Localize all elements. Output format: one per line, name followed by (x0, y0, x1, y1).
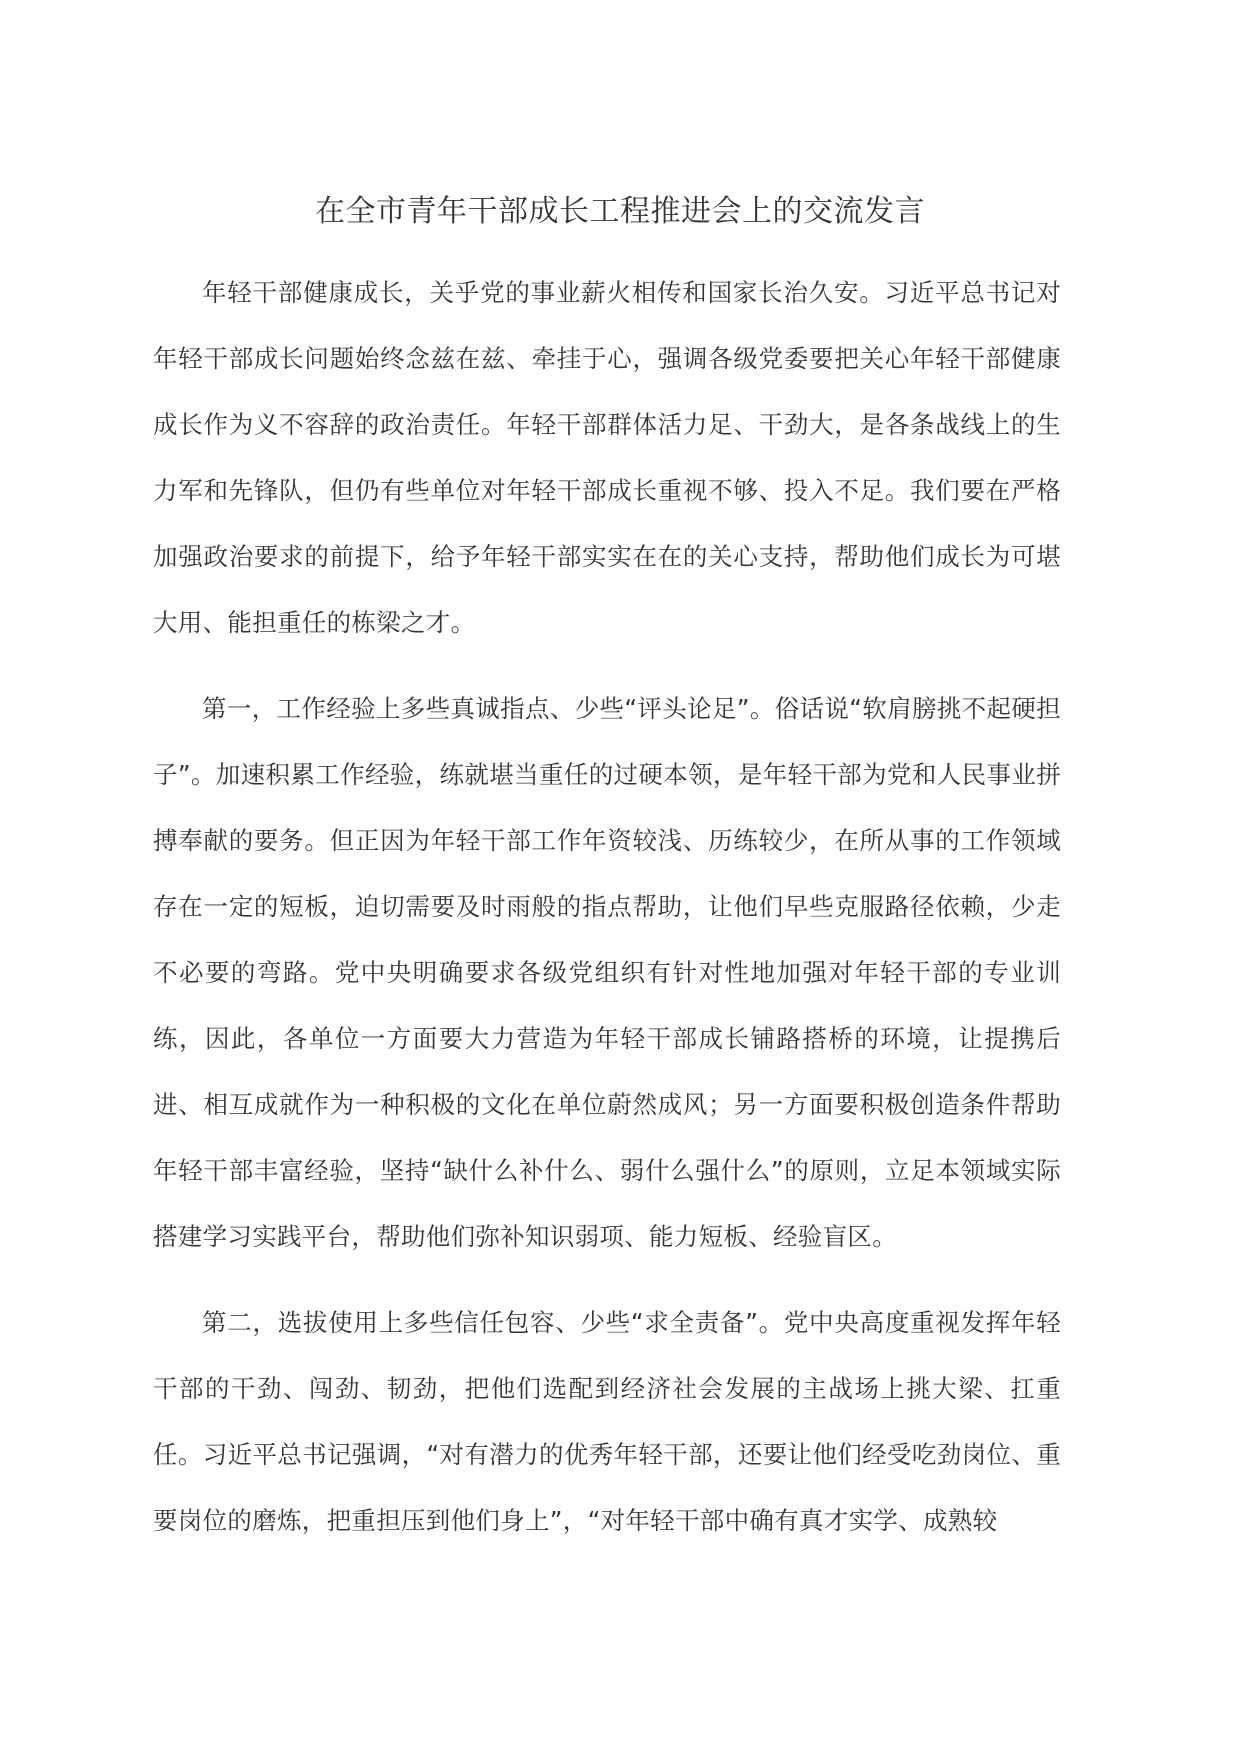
paragraph-first-point: 第一，工作经验上多些真诚指点、少些“评头论足”。俗话说“软肩膀挑不起硬担子”。加速积累工作经验，练就堪当重任的过硬本领，是年轻干部为党和人民事业拼搏奉献的要务。但正因为年轻干部工作年资较浅、历练较少，在所从事的工作领域存在一定的短板，迫切需要及时雨般的指点帮助，让他们早些克服路径依赖，少走不必要的弯路。党中央明确要求各级党组织有针对性地加强对年轻干部的专业训练，因此，各单位一方面要大力营造为年轻干部成长铺路搭桥的环境，让提携后进、相互成就作为一种积极的文化在单位蔚然成风；另一方面要积极创造条件帮助年轻干部丰富经验，坚持“缺什么补什么、弱什么强什么”的原则，立足本领域实际搭建学习实践平台，帮助他们弥补知识弱项、能力短板、经验盲区。 (153, 694, 1061, 1251)
document-title: 在全市青年干部成长工程推进会上的交流发言 (315, 194, 925, 229)
document-body (153, 260, 1061, 1574)
paragraph-intro: 年轻干部健康成长，关乎党的事业薪火相传和国家长治久安。习近平总书记对年轻干部成长问题始终念兹在兹、牵挂于心，强调各级党委要把关心年轻干部健康成长作为义不容辞的政治责任。年轻干部群体活力足、干劲大，是各条战线上的生力军和先锋队，但仍有些单位对年轻干部成长重视不够、投入不足。我们要在严格加强政治要求的前提下，给予年轻干部实实在在的关心支持，帮助他们成长为可堪大用、能担重任的栋梁之才。 (153, 278, 1061, 637)
paragraph-second-point: 第二，选拔使用上多些信任包容、少些“求全责备”。党中央高度重视发挥年轻干部的干劲、闯劲、韧劲，把他们选配到经济社会发展的主战场上挑大梁、扛重任。习近平总书记强调，“对有潜力的优秀年轻干部，还要让他们经受吃劲岗位、重要岗位的磨炼，把重担压到他们身上”，“对年轻干部中确有真才实学、成熟较 (153, 1308, 1061, 1535)
